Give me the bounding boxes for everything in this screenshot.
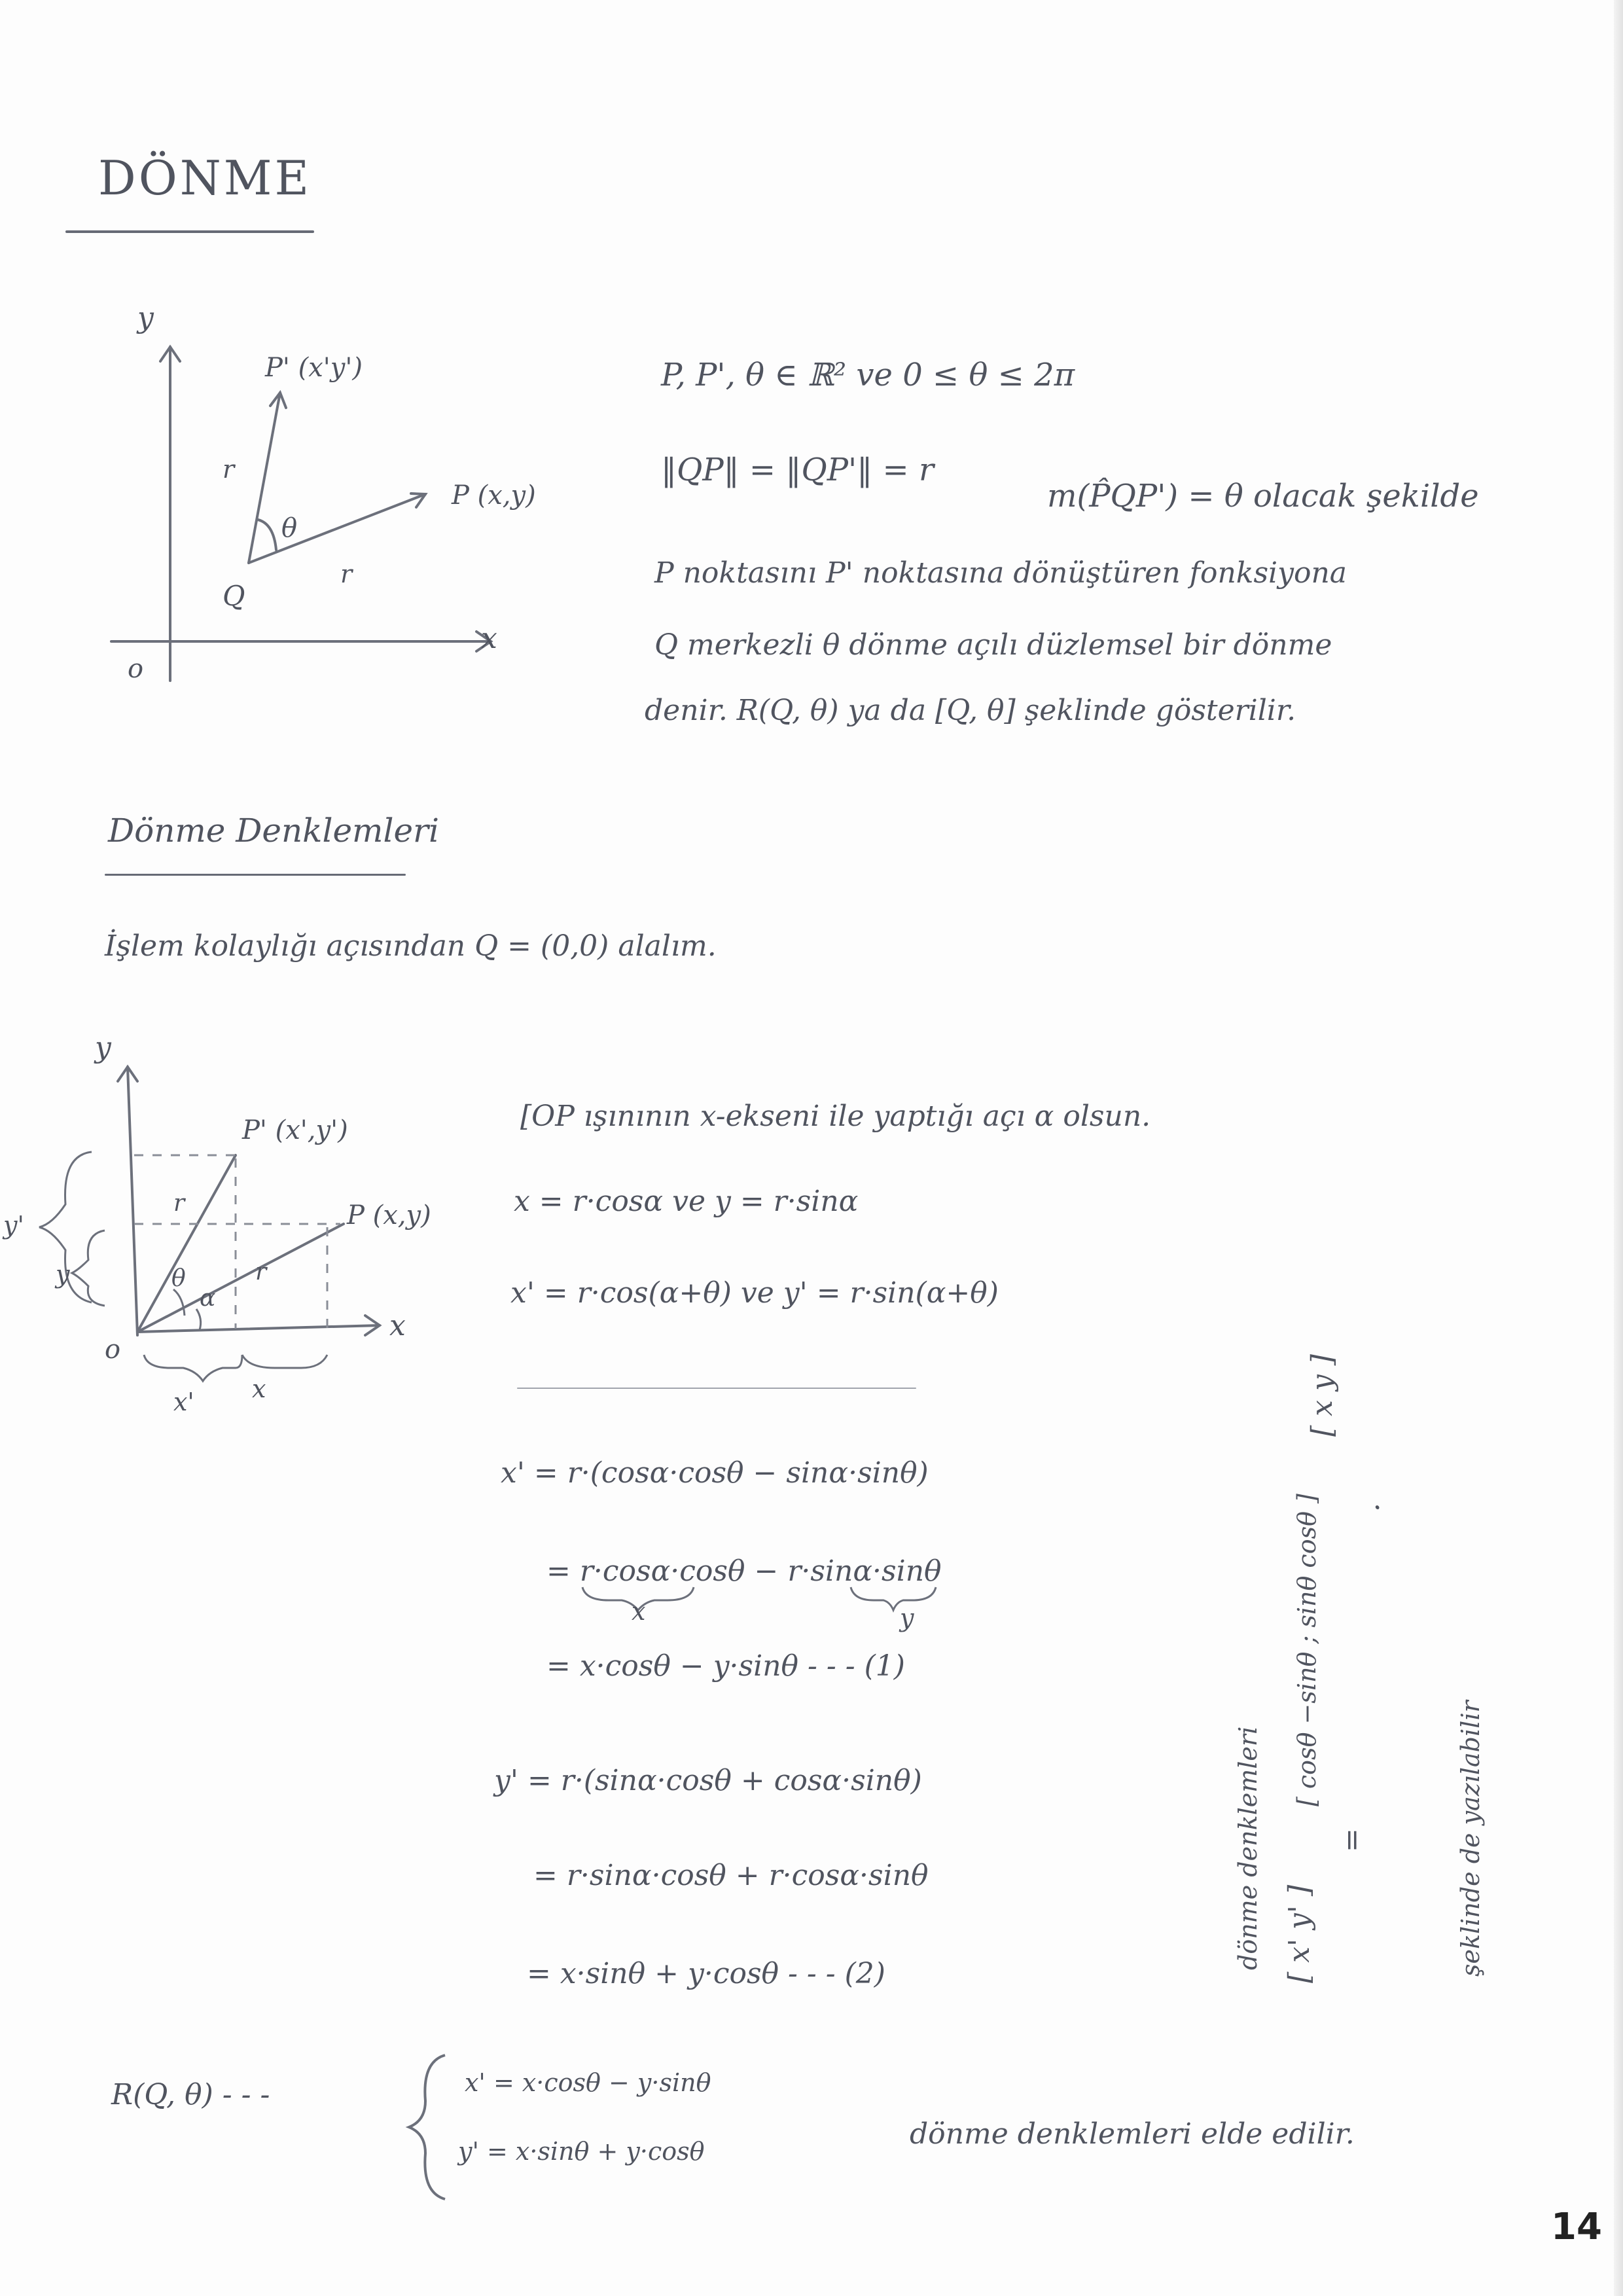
matrix-eq: = — [1335, 1828, 1368, 1852]
d1-axis-x: x — [481, 622, 497, 655]
op-prime-segment — [249, 393, 280, 563]
section-intro: İşlem kolaylığı açısından Q = (0,0) alalım. — [105, 929, 717, 963]
section-underline — [105, 874, 406, 876]
page-edge — [1614, 0, 1623, 2296]
d1-r1: r — [223, 455, 235, 484]
d2-r2: r — [255, 1259, 267, 1285]
d2-axis-x: x — [389, 1309, 406, 1342]
def-line5: denir. R(Q, θ) ya da [Q, θ] şeklinde gösterilir. — [645, 694, 1296, 727]
def-line1: P, P', θ ∈ ℝ² ve 0 ≤ θ ≤ 2π — [661, 357, 1075, 393]
x-brace — [242, 1355, 327, 1368]
d1-theta: θ — [281, 513, 298, 543]
deriv-e6: = x·sinθ + y·cosθ - - - (2) — [527, 1957, 885, 1990]
page-title: DÖNME — [98, 151, 312, 206]
d2-p-prime: P' (x',y') — [242, 1115, 348, 1145]
rotation-diagram — [98, 301, 556, 694]
d2-x: x — [252, 1374, 266, 1403]
d2-y-prime: y' — [3, 1211, 24, 1240]
deriv-e1: x' = r·(cosα·cosθ − sinα·sinθ) — [501, 1456, 929, 1490]
rotation-equations-diagram — [0, 1028, 497, 1446]
deriv-l2: x = r·cosα ve y = r·sinα — [514, 1185, 859, 1218]
d2-r1: r — [173, 1190, 185, 1217]
def-line3: P noktasını P' noktasına dönüştüren fonksiyona — [654, 556, 1347, 590]
def-line2b: m(P̂QP') = θ olacak şekilde — [1047, 478, 1479, 514]
summary-lhs: R(Q, θ) - - - — [111, 2078, 270, 2111]
d2-axis-y: y — [95, 1031, 111, 1064]
matrix-rhs: [ x y ] — [1306, 1354, 1339, 1437]
summary-brace — [406, 2049, 452, 2206]
d1-p-prime: P' (x'y') — [265, 353, 363, 383]
matrix-label1: dönme denklemleri — [1234, 1726, 1262, 1970]
d2-theta: θ — [171, 1265, 186, 1292]
def-line4: Q merkezli θ dönme açılı düzlemsel bir dönme — [654, 628, 1332, 662]
summary-line1: x' = x·cosθ − y·sinθ — [465, 2068, 711, 2097]
deriv-e4: y' = r·(sinα·cosθ + cosα·sinθ) — [494, 1764, 922, 1797]
underbrace-x: x — [632, 1597, 646, 1626]
def-line2a: ‖QP‖ = ‖QP'‖ = r — [661, 452, 934, 488]
x-prime-brace — [144, 1355, 242, 1381]
deriv-l1: [OP ışınının x-ekseni ile yaptığı açı α olsun. — [520, 1100, 1151, 1133]
underbraces — [576, 1584, 942, 1643]
d1-origin: o — [128, 654, 144, 684]
summary-line2: y' = x·sinθ + y·cosθ — [458, 2137, 705, 2166]
matrix-rotation: [ cosθ −sinθ ; sinθ cosθ ] — [1293, 1494, 1321, 1806]
summary-tail: dönme denklemleri elde edilir. — [910, 2117, 1355, 2151]
y-axis — [128, 1067, 137, 1335]
separator-line — [517, 1388, 916, 1389]
d2-y: y — [56, 1260, 70, 1289]
matrix-dot: · — [1361, 1503, 1395, 1512]
x-axis — [137, 1325, 380, 1332]
page-number: 14 — [1551, 2206, 1602, 2248]
op-segment — [249, 494, 425, 563]
d2-origin: o — [105, 1335, 121, 1365]
d1-axis-y: y — [137, 301, 154, 334]
d2-alpha: α — [200, 1285, 216, 1312]
d1-q: Q — [223, 580, 245, 612]
matrix-label2: şeklinde de yazılabilir — [1456, 1700, 1485, 1977]
title-underline — [65, 230, 314, 233]
d2-p: P (x,y) — [347, 1200, 431, 1230]
alpha-arc — [196, 1309, 201, 1330]
d2-x-prime: x' — [173, 1388, 194, 1416]
matrix-lhs: [ x' y' ] — [1283, 1884, 1316, 1983]
underbrace-y: y — [900, 1604, 914, 1632]
deriv-e5: = r·sinα·cosθ + r·cosα·sinθ — [533, 1859, 929, 1892]
deriv-e2: = r·cosα·cosθ − r·sinα·sinθ — [546, 1554, 942, 1588]
d1-r2: r — [340, 560, 353, 588]
theta-arc — [258, 520, 276, 550]
deriv-l3: x' = r·cos(α+θ) ve y' = r·sin(α+θ) — [510, 1276, 999, 1310]
d1-p: P (x,y) — [452, 480, 536, 511]
deriv-e3: = x·cosθ − y·sinθ - - - (1) — [546, 1649, 905, 1683]
section-heading: Dönme Denklemleri — [108, 812, 439, 850]
